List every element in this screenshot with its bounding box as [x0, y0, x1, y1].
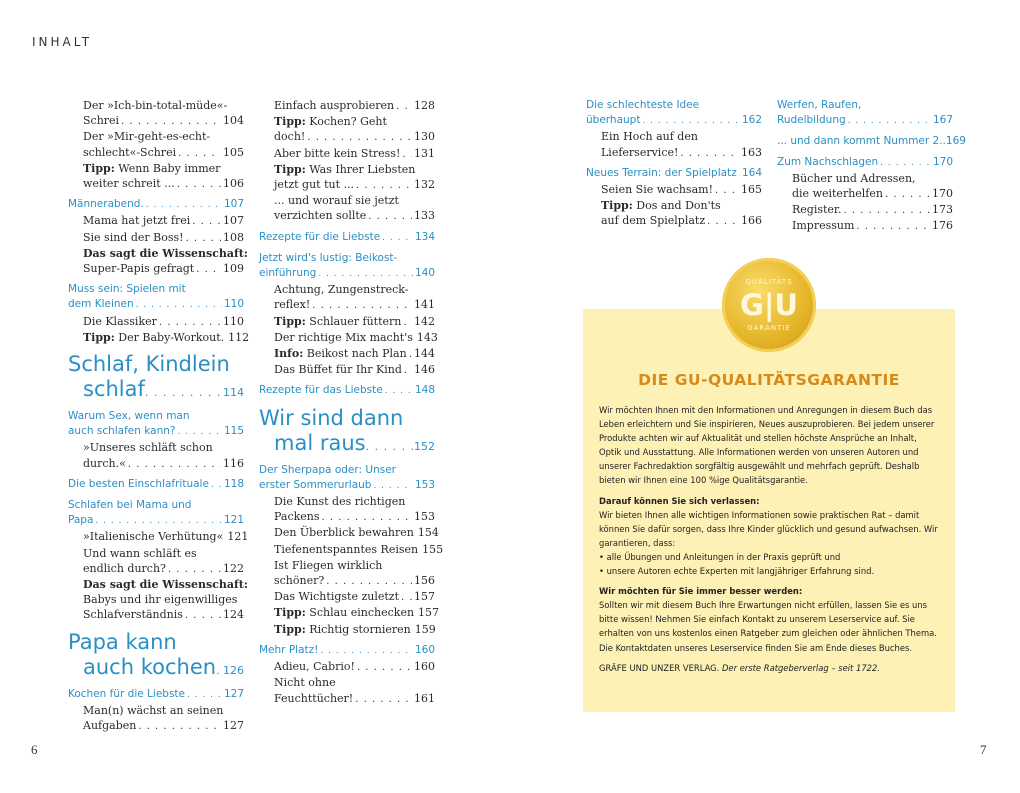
toc-page-number: 144: [414, 347, 435, 361]
toc-entry-title: Sie sind der Boss!: [83, 230, 184, 244]
toc-entry[interactable]: [68, 561, 244, 577]
toc-chapter-entry[interactable]: [586, 113, 762, 129]
toc-page-number: 161: [414, 691, 435, 705]
toc-entry-title: Aber bitte kein Stress!: [274, 146, 401, 160]
toc-entry[interactable]: [68, 529, 249, 545]
toc-chapter-entry[interactable]: [68, 513, 244, 529]
toc-page-number: 115: [223, 425, 244, 438]
toc-entry-title: endlich durch?: [83, 561, 166, 575]
toc-page-number: 134: [414, 230, 435, 243]
guarantee-title: DIE GU-QUALITÄTSGARANTIE: [638, 371, 900, 389]
toc-page-number: 126: [223, 663, 244, 677]
toc-page-number: 156: [414, 574, 435, 588]
toc-entry-title: Das Büffet für Ihr Kind: [274, 363, 402, 377]
toc-page-number: 106: [223, 177, 244, 191]
toc-entry-title: überhaupt: [586, 114, 641, 127]
toc-chapter-entry[interactable]: [777, 155, 953, 171]
guarantee-paragraph: Wir möchten Ihnen mit den Informationen und Anregungen in diesem Buch das Leben erleichtern und Sie inspirieren, Neues auszuprobieren. Bei jedem unserer Produkte achten wir auf Aktualität und stellen höchste Ansprüche an Inhalt, Optik und Ausstattung. Alle Informationen werden von unseren Autoren und unserer Fachredaktion sorgfältig ausgewählt und mehrfach geprüft. Deshalb bieten wir Ihnen eine 100 %ige Qualitätsgarantie.: [599, 405, 935, 486]
toc-page-number: 148: [414, 384, 435, 397]
toc-entry-title: Impressum: [792, 219, 855, 233]
toc-page-number: 128: [414, 99, 435, 112]
toc-entry-title: schöner?: [274, 574, 325, 588]
toc-entry-title: [83, 330, 224, 345]
toc-entry-title: dem Kleinen: [68, 298, 134, 311]
toc-page-number: 107: [223, 198, 244, 211]
toc-entry[interactable]: Und wann schläft es: [83, 546, 197, 560]
toc-entry-title: Männerabend.: [68, 198, 144, 211]
toc-entry[interactable]: [259, 525, 439, 541]
toc-entry-text: Schlau einchecken: [305, 606, 415, 620]
toc-entry-title: Packens: [274, 510, 320, 524]
toc-chapter-entry[interactable]: [259, 230, 435, 246]
toc-entry[interactable]: [259, 659, 435, 675]
toc-page-number: 121: [227, 530, 249, 544]
tip-label: Tipp:: [83, 330, 115, 344]
toc-entry-title: Lieferservice!: [601, 145, 679, 159]
toc-chapter-entry[interactable]: [68, 687, 244, 703]
toc-chapter-entry[interactable]: [259, 478, 435, 494]
toc-entry[interactable]: [259, 542, 444, 558]
toc-page-number: 167: [932, 114, 953, 127]
toc-page-number: 110: [223, 314, 244, 328]
toc-entry-title: [274, 605, 414, 620]
toc-entry[interactable]: [259, 346, 435, 362]
toc-chapter-entry[interactable]: Schlafen bei Mama und: [68, 499, 192, 512]
toc-chapter-entry[interactable]: [68, 424, 244, 440]
toc-entry[interactable]: [586, 198, 762, 213]
page-number-right: 7: [980, 742, 987, 757]
toc-page-number: 154: [417, 526, 439, 540]
toc-entry[interactable]: Ein Hoch auf den: [601, 130, 698, 144]
toc-entry[interactable]: [259, 691, 435, 707]
toc-page-number: 164: [741, 166, 762, 179]
toc-page-number: 143: [416, 330, 438, 344]
toc-chapter-entry[interactable]: [259, 266, 435, 282]
toc-entry[interactable]: [68, 261, 244, 277]
toc-entry[interactable]: [68, 213, 244, 229]
toc-entry-title: Papa: [68, 514, 94, 527]
toc-chapter-entry[interactable]: Werfen, Raufen,: [777, 99, 862, 111]
toc-entry-title: Tiefenentspanntes Reisen: [274, 542, 419, 556]
toc-page-number: 165: [741, 183, 762, 197]
toc-page-number: 140: [414, 267, 435, 280]
publisher-tagline: Der erste Ratgeberverlag – seit 1722.: [721, 662, 880, 673]
gu-quality-seal-icon: [722, 258, 816, 352]
toc-page-number: 118: [223, 477, 244, 490]
toc-column-1: [68, 98, 250, 734]
toc-page-number: 127: [223, 719, 244, 733]
toc-entry-title: Schrei: [83, 114, 120, 128]
toc-page-number: 146: [414, 363, 435, 377]
toc-chapter-entry[interactable]: Warum Sex, wenn man: [68, 410, 190, 423]
part-heading[interactable]: Schlaf, Kindlein: [68, 352, 230, 377]
toc-entry[interactable]: [68, 718, 244, 734]
toc-chapter-entry[interactable]: [586, 166, 762, 182]
toc-entry[interactable]: Ist Fliegen wirklich: [274, 558, 383, 572]
toc-chapter-entry[interactable]: Jetzt wird's lustig: Beikost-: [259, 251, 398, 264]
toc-page-number: 155: [422, 542, 444, 556]
part-heading-line2[interactable]: [259, 431, 435, 459]
toc-entry[interactable]: [68, 230, 244, 246]
toc-page-number: 122: [223, 561, 244, 575]
toc-entry-title: Kochen? Geht: [305, 115, 387, 129]
toc-entry-title: durch.«: [83, 456, 126, 470]
part-heading-text: schlaf: [83, 377, 145, 402]
guarantee-body: [599, 403, 941, 675]
toc-page-number: 107: [223, 214, 244, 228]
toc-entry-title: Schlafverständnis: [83, 608, 183, 622]
toc-entry[interactable]: [259, 589, 435, 605]
toc-entry[interactable]: [68, 145, 244, 161]
toc-chapter-entry[interactable]: [259, 383, 435, 399]
toc-entry-title: die weiterhelfen: [792, 187, 883, 201]
toc-page-number: 152: [414, 439, 435, 453]
toc-entry-title: Neues Terrain: der Spielplatz: [586, 166, 737, 179]
toc-entry[interactable]: [259, 98, 435, 114]
toc-entry[interactable]: [586, 213, 762, 229]
toc-entry[interactable]: [259, 314, 435, 330]
toc-page-number: 121: [223, 514, 244, 527]
toc-column-3: [586, 98, 762, 230]
toc-entry[interactable]: Achtung, Zungenstreck-: [274, 283, 409, 297]
toc-entry[interactable]: [68, 246, 248, 261]
toc-entry-title: Die Klassiker: [83, 314, 157, 328]
toc-entry[interactable]: [68, 113, 244, 129]
guarantee-subheading: [599, 584, 941, 598]
toc-column-4: [777, 98, 966, 235]
toc-page-number: 169: [945, 135, 966, 148]
toc-entry-title: Mehr Platz!: [259, 643, 319, 656]
toc-page-number: 160: [414, 660, 435, 674]
toc-entry[interactable]: [68, 176, 244, 192]
toc-entry-title: Den Überblick bewahren: [274, 526, 414, 540]
guarantee-bullet: • unsere Autoren echte Experten mit langjähriger Erfahrung sind.: [599, 566, 875, 577]
toc-chapter-entry[interactable]: [68, 477, 244, 493]
toc-entry[interactable]: [259, 146, 435, 162]
toc-page-number: 170: [932, 155, 953, 168]
toc-entry-text: Der Baby-Workout.: [114, 330, 225, 344]
toc-entry[interactable]: [586, 145, 762, 161]
toc-entry-title: Was Ihrer Liebsten: [305, 162, 416, 176]
toc-entry-title: Mama hat jetzt frei: [83, 214, 191, 228]
tip-label: Tipp:: [274, 606, 306, 620]
toc-entry-title: weiter schreit ...: [83, 177, 175, 191]
toc-entry[interactable]: [777, 218, 953, 234]
toc-entry[interactable]: Man(n) wächst an seinen: [83, 703, 224, 717]
toc-entry[interactable]: [259, 114, 435, 129]
toc-entry[interactable]: [68, 330, 250, 346]
guarantee-subheading-text: Wir möchten für Sie immer besser werden:: [599, 586, 803, 597]
toc-entry-text: Beikost nach Plan: [303, 347, 407, 361]
toc-page-number: 131: [414, 146, 435, 160]
toc-page-number: 162: [741, 114, 762, 127]
toc-chapter-entry[interactable]: [777, 134, 966, 149]
guarantee-paragraph: Wir bieten Ihnen alle wichtigen Informationen sowie praktischen Rat – damit können Sie dafür sorgen, dass Ihre Kinder glücklich und gesund aufwachsen. Wir garantieren, dass:: [599, 509, 938, 548]
toc-entry-title: Einfach ausprobieren: [274, 99, 395, 112]
toc-entry[interactable]: [68, 161, 244, 176]
toc-entry[interactable]: [259, 330, 438, 346]
toc-page-number: 130: [414, 130, 435, 144]
toc-entry[interactable]: [259, 208, 435, 224]
toc-page-number: 153: [414, 478, 435, 491]
toc-entry-text: Richtig stornieren: [305, 622, 411, 636]
seal-top-text: QUALITÄTS: [745, 278, 793, 286]
toc-entry-title: Der richtige Mix macht's: [274, 330, 413, 344]
tip-label: Tipp:: [274, 622, 306, 636]
guarantee-paragraph: Sollten wir mit diesem Buch Ihre Erwartungen nicht erfüllen, lassen Sie es uns bitte wissen! Nehmen Sie einfach Kontakt zu unserem Leserservice auf. Sie erhalten von uns kostenlos einen Ratgeber zum gleichen oder ähnlichen Thema. Die Kontaktdaten unseres Leserservice finden Sie am Ende dieses Buches.: [599, 600, 937, 653]
toc-entry[interactable]: [68, 456, 244, 472]
toc-entry[interactable]: Babys und ihr eigenwilliges: [83, 593, 238, 607]
toc-page-number: 170: [932, 187, 953, 201]
toc-page-number: 124: [223, 608, 244, 622]
toc-page-number: 114: [223, 386, 244, 400]
toc-page-number: 133: [414, 209, 435, 223]
toc-page-number: 173: [932, 203, 953, 217]
toc-entry[interactable]: [259, 509, 435, 525]
toc-entry[interactable]: Die Kunst des richtigen: [274, 495, 406, 509]
toc-chapter-entry[interactable]: [777, 113, 953, 129]
toc-entry[interactable]: [259, 362, 435, 378]
toc-chapter-entry[interactable]: [68, 297, 244, 313]
tip-label: Tipp:: [274, 115, 306, 129]
toc-page-number: 112: [228, 330, 250, 344]
toc-page-number: 176: [932, 219, 953, 233]
toc-entry[interactable]: [586, 182, 762, 198]
toc-entry-title: erster Sommerurlaub: [259, 478, 372, 491]
toc-entry-title: ... und dann kommt Nummer 2..: [777, 135, 946, 148]
toc-entry-title: verzichten sollte: [274, 209, 367, 223]
toc-entry-title: Rudelbildung: [777, 114, 846, 127]
toc-page-number: 127: [223, 687, 244, 700]
toc-page-number: 142: [414, 314, 435, 328]
toc-entry-title: Super-Papis gefragt: [83, 262, 195, 276]
toc-entry-title: Feuchttücher!: [274, 691, 354, 705]
quality-guarantee-box: [583, 309, 955, 712]
toc-entry-title: auch schlafen kann?: [68, 425, 176, 438]
info-label: Das sagt die Wissenschaft:: [83, 578, 248, 592]
toc-page-number: 105: [223, 145, 244, 159]
toc-page-number: 132: [414, 178, 435, 192]
toc-entry[interactable]: [259, 162, 435, 177]
toc-entry-title: auf dem Spielplatz: [601, 214, 706, 228]
toc-entry-title: Zum Nachschlagen: [777, 155, 879, 168]
seal-logo-text: G|U: [740, 288, 798, 322]
toc-entry[interactable]: [68, 314, 244, 330]
toc-entry-title: Die besten Einschlafrituale: [68, 477, 209, 490]
toc-entry-title: Rezepte für die Liebste: [259, 230, 381, 243]
seal-bottom-text: GARANTIE: [747, 324, 791, 332]
toc-page-number: 141: [414, 298, 435, 312]
toc-chapter-entry[interactable]: Muss sein: Spielen mit: [68, 283, 186, 296]
toc-page-number: 159: [414, 622, 436, 636]
toc-page-number: 157: [414, 590, 435, 604]
toc-entry[interactable]: [259, 129, 435, 145]
toc-entry-title: Aufgaben: [83, 719, 137, 733]
part-heading-text: mal raus: [274, 430, 366, 455]
part-heading-line2[interactable]: [68, 655, 244, 683]
toc-entry-title: Rezepte für das Liebste: [259, 384, 383, 397]
toc-entry[interactable]: [68, 577, 248, 592]
toc-page-number: 116: [223, 456, 244, 470]
toc-page-number: 153: [414, 510, 435, 524]
toc-entry-title: »Italienische Verhütung«: [83, 530, 224, 544]
toc-entry[interactable]: Der »Mir-geht-es-echt-: [83, 130, 211, 144]
toc-entry-title: reflex!: [274, 298, 311, 312]
toc-page-number: 157: [418, 606, 440, 620]
toc-entry[interactable]: [777, 202, 953, 218]
toc-entry-title: Kochen für die Liebste: [68, 687, 185, 700]
toc-entry[interactable]: »Unseres schläft schon: [83, 441, 213, 455]
toc-entry[interactable]: [259, 605, 440, 621]
toc-entry-title: jetzt gut tut ...: [274, 178, 355, 192]
toc-entry-title: [274, 346, 407, 361]
toc-entry[interactable]: [68, 607, 244, 623]
guarantee-subheading: [599, 494, 941, 508]
guarantee-bullet: • alle Übungen und Anleitungen in der Praxis geprüft und: [599, 551, 841, 562]
toc-entry-title: doch!: [274, 130, 306, 144]
toc-entry[interactable]: ... und worauf sie jetzt: [274, 194, 399, 208]
page-number-left: 6: [31, 742, 38, 757]
guarantee-subheading-text: Darauf können Sie sich verlassen:: [599, 495, 760, 506]
tip-label: Tipp:: [83, 161, 115, 175]
toc-entry[interactable]: [259, 573, 435, 589]
toc-entry[interactable]: Nicht ohne: [274, 676, 336, 690]
toc-entry[interactable]: [259, 297, 435, 313]
tip-label: Tipp:: [274, 162, 306, 176]
info-label: Das sagt die Wissenschaft:: [83, 246, 248, 260]
part-heading-text: auch kochen: [83, 654, 217, 679]
publisher-line: [599, 661, 941, 675]
toc-chapter-entry[interactable]: Die schlechteste Idee: [586, 99, 700, 111]
toc-page-number: 166: [741, 214, 762, 228]
publisher-name: GRÄFE UND UNZER VERLAG.: [599, 662, 720, 673]
toc-chapter-entry[interactable]: Der Sherpapa oder: Unser: [259, 463, 396, 476]
toc-column-2: [259, 98, 444, 707]
toc-chapter-entry[interactable]: [68, 197, 244, 213]
toc-page-number: 104: [223, 114, 244, 128]
part-heading[interactable]: Papa kann: [68, 629, 177, 654]
part-heading-line2[interactable]: [68, 377, 244, 405]
toc-entry-title: [274, 314, 401, 329]
toc-entry[interactable]: Der »Ich-bin-total-müde«-: [83, 99, 228, 112]
info-label: Info:: [274, 347, 304, 361]
tip-label: Tipp:: [274, 314, 306, 328]
toc-entry-title: Dos and Don'ts: [632, 199, 721, 213]
toc-entry-title: Wenn Baby immer: [114, 161, 221, 175]
toc-entry-title: einführung: [259, 267, 317, 280]
toc-entry[interactable]: [259, 622, 435, 638]
toc-entry[interactable]: Bücher und Adressen,: [792, 171, 916, 185]
page-header-title: INHALT: [32, 35, 93, 49]
toc-entry-title: Register.: [792, 203, 842, 217]
tip-label: Tipp:: [601, 199, 633, 213]
toc-page-number: 160: [414, 643, 435, 656]
toc-entry[interactable]: [259, 177, 435, 193]
toc-entry-text: Schlauer füttern: [305, 314, 402, 328]
toc-page-number: 163: [741, 145, 762, 159]
toc-chapter-entry[interactable]: [259, 643, 435, 659]
toc-entry-title: Das Wichtigste zuletzt: [274, 590, 399, 604]
toc-entry-title: Seien Sie wachsam!: [601, 183, 713, 197]
toc-page-number: 109: [223, 262, 244, 276]
toc-entry-title: schlecht«-Schrei: [83, 145, 177, 159]
toc-page-number: 110: [223, 298, 244, 311]
toc-entry-title: Adieu, Cabrio!: [274, 660, 355, 674]
toc-entry-title: [274, 622, 411, 637]
toc-page-number: 108: [223, 230, 244, 244]
toc-entry[interactable]: [777, 186, 953, 202]
part-heading[interactable]: Wir sind dann: [259, 405, 404, 430]
